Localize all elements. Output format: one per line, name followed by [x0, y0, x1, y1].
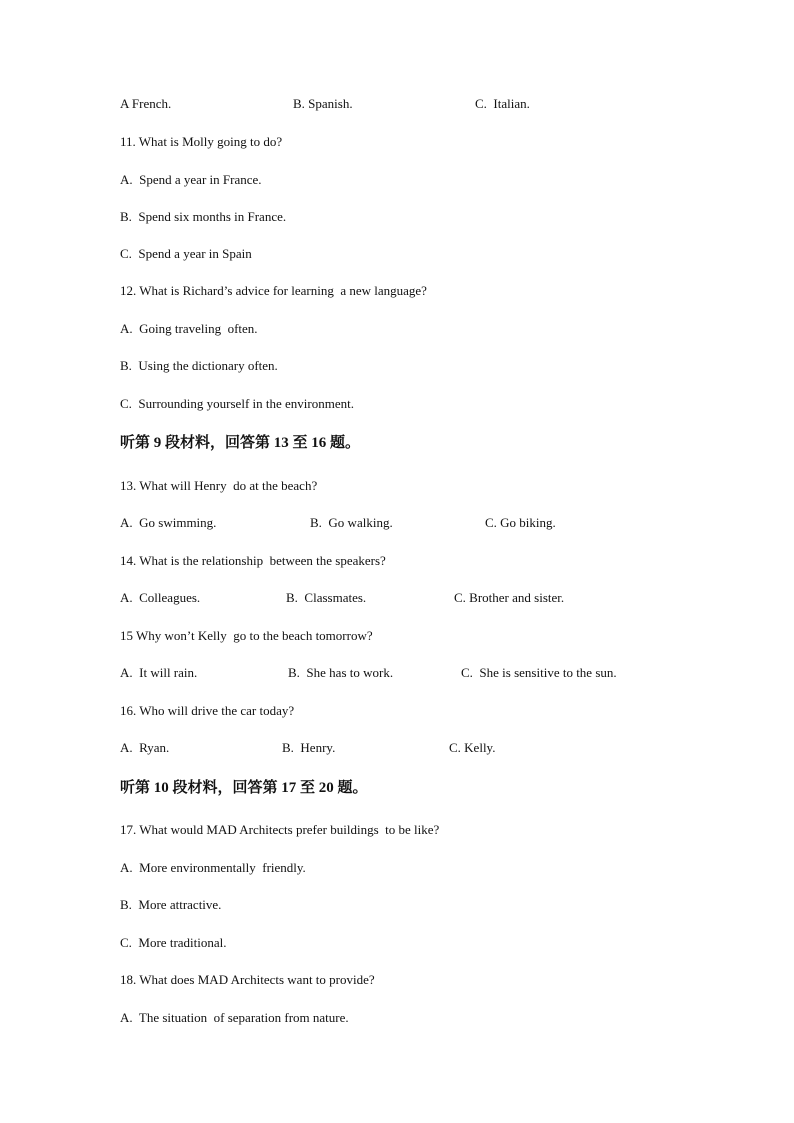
- q11-option-a: A. Spend a year in France.: [120, 172, 262, 187]
- q13-question: 13. What will Henry do at the beach?: [120, 478, 318, 493]
- q12-question: 12. What is Richard’s advice for learning a new language?: [120, 283, 427, 298]
- q17-option-a: A. More environmentally friendly.: [120, 860, 306, 875]
- q15-option-c: C. She is sensitive to the sun.: [461, 665, 617, 680]
- q15-option-b: B. She has to work.: [288, 665, 394, 680]
- q14-option-b: B. Classmates.: [286, 590, 367, 605]
- q13-option-b: B. Go walking.: [310, 515, 393, 530]
- q13-option-c: C. Go biking.: [485, 515, 556, 530]
- q15-question: 15 Why won’t Kelly go to the beach tomorrow?: [120, 628, 373, 643]
- q16-option-b: B. Henry.: [282, 740, 336, 755]
- q15-option-a: A. It will rain.: [120, 665, 198, 680]
- q10-option-a: A French.: [120, 96, 172, 111]
- q10-option-b: B. Spanish.: [293, 96, 353, 111]
- q17-option-c: C. More traditional.: [120, 935, 227, 950]
- q11-option-b: B. Spend six months in France.: [120, 209, 287, 224]
- q12-option-a: A. Going traveling often.: [120, 321, 258, 336]
- q17-question: 17. What would MAD Architects prefer buildings to be like?: [120, 822, 440, 837]
- q14-option-a: A. Colleagues.: [120, 590, 201, 605]
- q11-option-c: C. Spend a year in Spain: [120, 246, 252, 261]
- q16-question: 16. Who will drive the car today?: [120, 703, 295, 718]
- q16-option-a: A. Ryan.: [120, 740, 170, 755]
- q16-option-c: C. Kelly.: [449, 740, 496, 755]
- q14-option-c: C. Brother and sister.: [454, 590, 565, 605]
- q14-question: 14. What is the relationship between the speakers?: [120, 553, 386, 568]
- q18-question: 18. What does MAD Architects want to provide?: [120, 972, 375, 987]
- q12-option-c: C. Surrounding yourself in the environment.: [120, 396, 354, 411]
- q10-option-c: C. Italian.: [475, 96, 530, 111]
- q17-option-b: B. More attractive.: [120, 897, 222, 912]
- section-heading-10: 听第 10 段材料，回答第 17 至 20 题。: [120, 780, 368, 796]
- q18-option-a: A. The situation of separation from nature.: [120, 1010, 349, 1025]
- q13-option-a: A. Go swimming.: [120, 515, 217, 530]
- q11-question: 11. What is Molly going to do?: [120, 134, 283, 149]
- q12-option-b: B. Using the dictionary often.: [120, 358, 278, 373]
- section-heading-9: 听第 9 段材料，回答第 13 至 16 题。: [120, 435, 361, 451]
